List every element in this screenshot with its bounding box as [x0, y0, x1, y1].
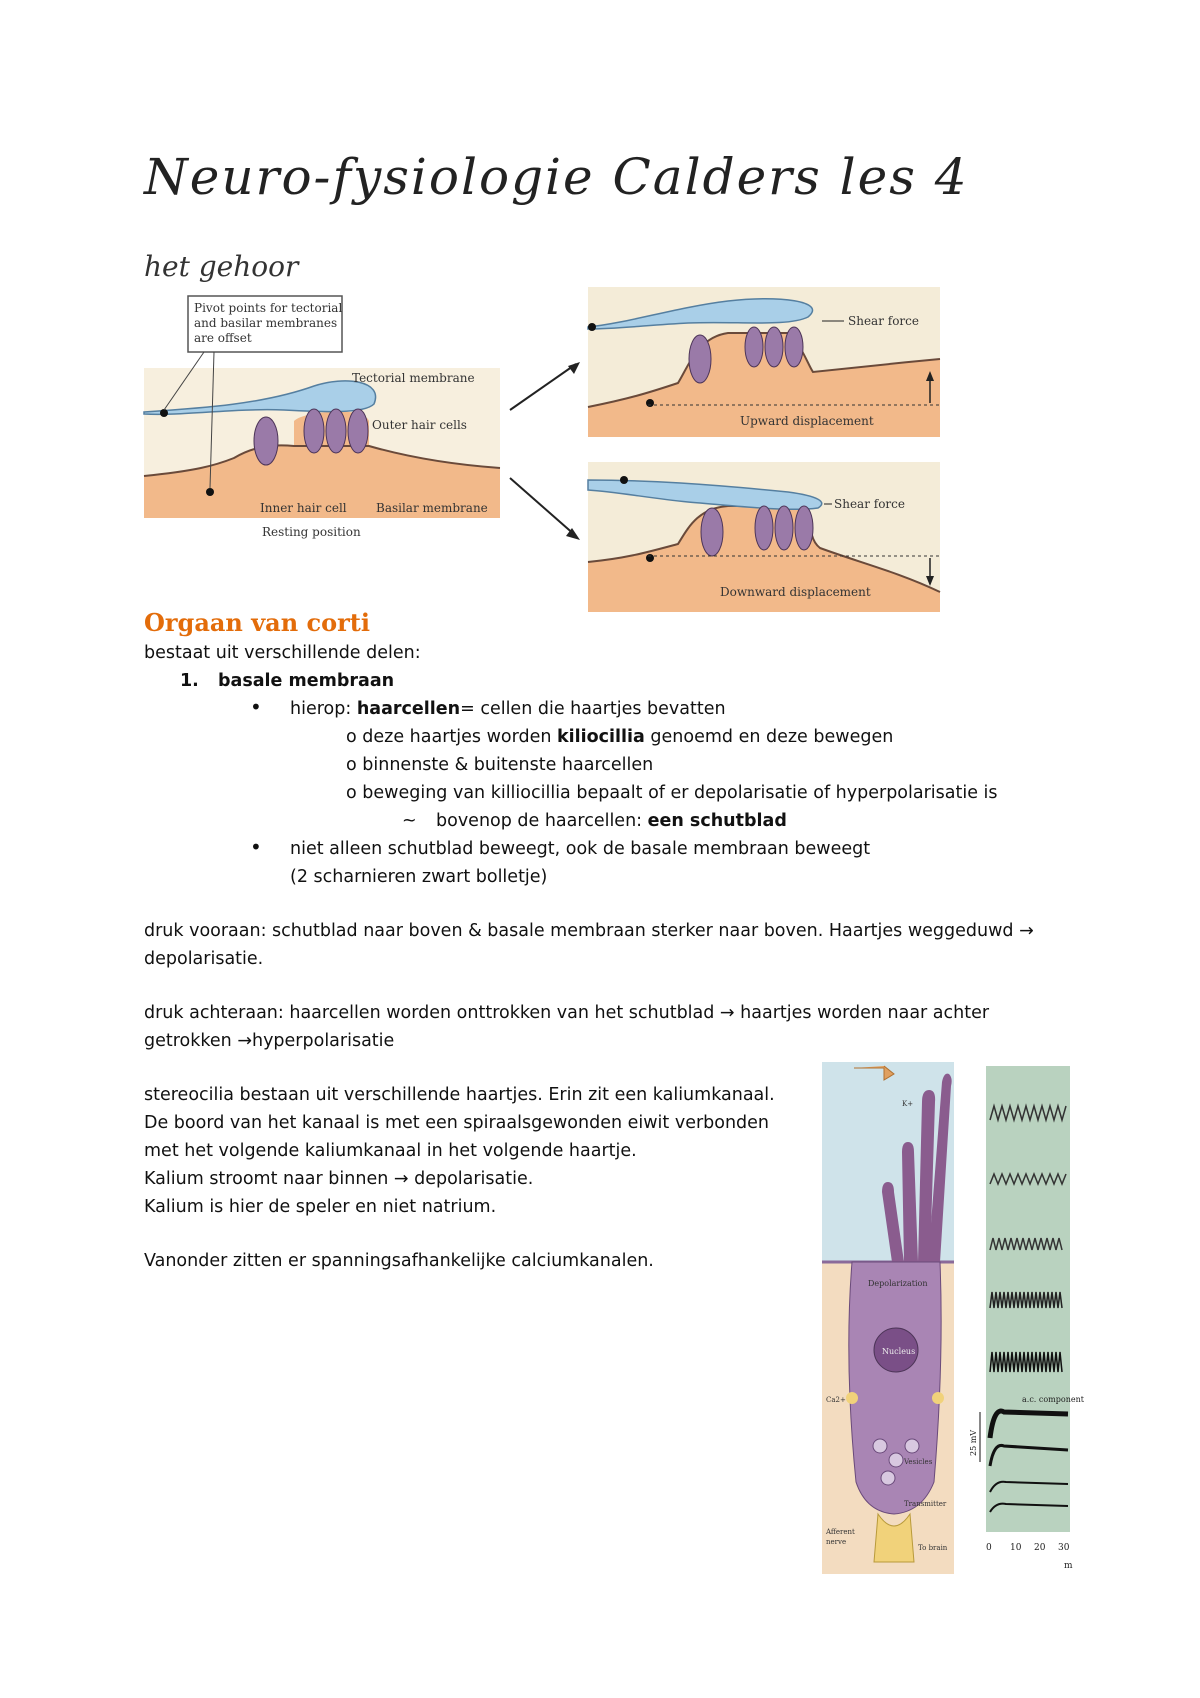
bullet-haarcellen	[290, 696, 726, 723]
bullet-icon: •	[250, 835, 262, 859]
label-nerve: nerve	[826, 1538, 847, 1546]
list-item-basale-membraan: basale membraan	[218, 671, 395, 691]
text-segment: bovenop de haarcellen:	[436, 811, 648, 831]
bullet-basale-membraan-beweegt: niet alleen schutblad beweegt, ook de basale membraan beweegt	[290, 839, 871, 859]
text-segment: hierop:	[290, 699, 357, 719]
text-segment: beweging van killiocillia bepaalt of er depolarisatie of hyperpolarisatie is	[362, 783, 998, 803]
text-segment: binnenste & buitenste haarcellen	[362, 755, 654, 775]
figure-arrows	[506, 360, 586, 550]
callout-line-1: Pivot points for tectorial	[194, 301, 343, 315]
label-resting-position: Resting position	[262, 525, 361, 539]
label-afferent: Afferent	[826, 1528, 855, 1536]
text-bold: haarcellen	[356, 699, 461, 719]
receptor-potential-recordings	[960, 1066, 1084, 1578]
paragraph-stereocilia-1: stereocilia bestaan uit verschillende haartjes. Erin zit een kaliumkanaal.	[144, 1085, 775, 1105]
intro-text: bestaat uit verschillende delen:	[144, 643, 421, 663]
paragraph-druk-vooraan-2: depolarisatie.	[144, 949, 264, 969]
label-tectorial-membrane: Tectorial membrane	[352, 371, 475, 385]
paragraph-stereocilia-2: De boord van het kanaal is met een spiraalsgewonden eiwit verbonden	[144, 1113, 770, 1133]
text-bold: kiliocillia	[557, 727, 645, 747]
upward-displacement-figure	[588, 287, 940, 437]
label-upward-displacement: Upward displacement	[740, 414, 874, 428]
subtitle: het gehoor	[144, 250, 299, 283]
list-number-1: 1.	[180, 671, 199, 691]
circle-bullet-icon: o	[346, 727, 363, 747]
paragraph-druk-achteraan-2: getrokken →hyperpolarisatie	[144, 1031, 395, 1051]
section-heading: Orgaan van corti	[144, 608, 371, 637]
label-shear-force-bottom: Shear force	[834, 497, 905, 511]
x-tick-30: 30	[1058, 1543, 1070, 1553]
label-shear-force-top: Shear force	[848, 314, 919, 328]
paragraph-calciumkanalen: Vanonder zitten er spanningsafhankelijke calciumkanalen.	[144, 1251, 654, 1271]
paragraph-stereocilia-4: Kalium stroomt naar binnen → depolarisatie.	[144, 1169, 534, 1189]
sub-bullet-beweging	[346, 780, 998, 807]
label-downward-displacement: Downward displacement	[720, 585, 871, 599]
text-segment: = cellen die haartjes bevatten	[460, 699, 726, 719]
text-segment: genoemd en deze bewegen	[644, 727, 894, 747]
label-scale-mv: 25 mV	[969, 1429, 978, 1456]
bullet-continuation: (2 scharnieren zwart bolletje)	[290, 867, 548, 887]
label-to-brain: To brain	[918, 1544, 948, 1552]
paragraph-stereocilia-5: Kalium is hier de speler en niet natrium.	[144, 1197, 497, 1217]
label-basilar-membrane: Basilar membrane	[376, 501, 488, 515]
text-segment: deze haartjes worden	[362, 727, 558, 747]
sub-sub-bullet-schutblad	[436, 808, 787, 835]
label-depolarization: Depolarization	[868, 1279, 928, 1288]
label-ca-plus: Ca2+	[826, 1396, 846, 1404]
label-transmitter: Transmitter	[904, 1500, 947, 1508]
label-ac-component: a.c. component	[1022, 1395, 1084, 1404]
label-k-plus: K+	[902, 1100, 914, 1108]
circle-bullet-icon: o	[346, 783, 363, 803]
circle-bullet-icon: o	[346, 755, 363, 775]
x-tick-10: 10	[1010, 1543, 1022, 1553]
callout-line-3: are offset	[194, 331, 252, 345]
tilde-bullet-icon: ~	[402, 811, 417, 831]
paragraph-druk-achteraan-1: druk achteraan: haarcellen worden onttrokken van het schutblad → haartjes worden naar achter	[144, 1003, 990, 1023]
text-bold: een schutblad	[647, 811, 787, 831]
sub-bullet-kiliocillia	[346, 724, 893, 751]
bullet-icon: •	[250, 695, 262, 719]
page-title: Neuro-fysiologie Calders les 4	[144, 148, 969, 206]
paragraph-druk-vooraan-1: druk vooraan: schutblad naar boven & basale membraan sterker naar boven. Haartjes weggeduwd →	[144, 921, 1034, 941]
label-vesicles: Vesicles	[904, 1458, 933, 1466]
x-tick-20: 20	[1034, 1543, 1046, 1553]
label-outer-hair-cells: Outer hair cells	[372, 418, 467, 432]
x-unit: m	[1064, 1561, 1073, 1571]
x-tick-0: 0	[986, 1543, 992, 1553]
downward-displacement-figure	[588, 462, 940, 612]
callout-line-2: and basilar membranes	[194, 316, 338, 330]
resting-position-figure	[144, 296, 500, 548]
sub-bullet-binnenste	[346, 752, 653, 779]
paragraph-stereocilia-3: met het volgende kaliumkanaal in het volgende haartje.	[144, 1141, 637, 1161]
label-inner-hair-cell: Inner hair cell	[260, 501, 347, 515]
hair-cell-figure	[822, 1062, 954, 1574]
label-nucleus: Nucleus	[882, 1347, 916, 1356]
